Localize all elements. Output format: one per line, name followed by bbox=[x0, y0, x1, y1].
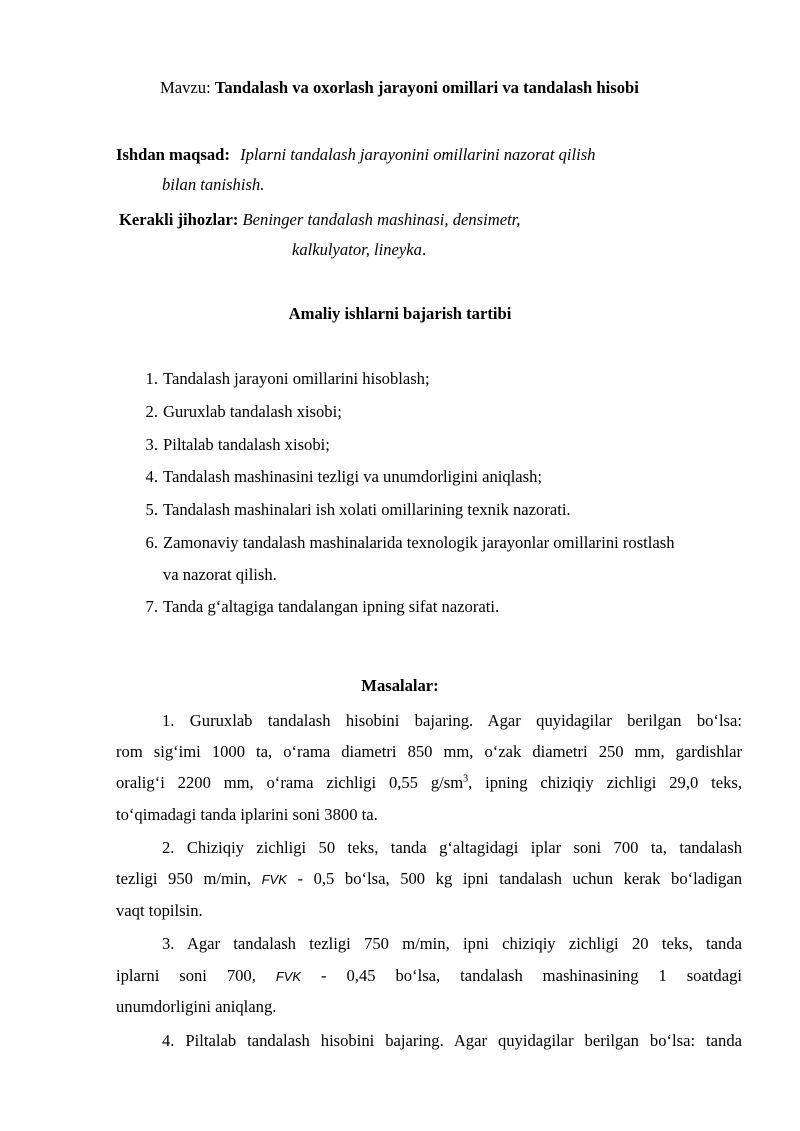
problem-1-line-3b: , ipning chiziqiy zichligi 29,0 teks, bbox=[468, 773, 743, 792]
list-item-number: 3. bbox=[145, 435, 158, 454]
equipment-text-2-end: . bbox=[421, 240, 427, 259]
problem-1-line-2: rom sig‘imi 1000 ta, o‘rama diametri 850 mm, o‘zak diametri 250 mm, gardishlar bbox=[116, 742, 742, 761]
problem-2-line-3: vaqt topilsin. bbox=[116, 901, 203, 920]
fvk-symbol: FVK bbox=[261, 872, 287, 887]
problem-3-line-3: unumdorligini aniqlang. bbox=[116, 997, 277, 1016]
problem-2-line-2b: - 0,5 bo‘lsa, 500 kg ipni tandalash uchun kerak bo‘ladigan bbox=[297, 869, 742, 888]
goal-text-1: Iplarni tandalash jarayonini omillarini nazorat qilish bbox=[240, 145, 596, 164]
list-item-continuation: va nazorat qilish. bbox=[163, 565, 277, 584]
list-item-number: 7. bbox=[145, 597, 158, 616]
topic-label: Mavzu: bbox=[160, 78, 211, 97]
list-item: Tandalash jarayoni omillarini hisoblash; bbox=[163, 369, 430, 388]
list-item: Tandalash mashinalari ish xolati omillarining texnik nazorati. bbox=[163, 500, 571, 519]
problem-3-line-2a: iplarni soni 700, bbox=[116, 966, 256, 985]
equipment-line-2 bbox=[292, 240, 426, 260]
problem-2-line-2 bbox=[116, 869, 742, 890]
list-item-number: 6. bbox=[145, 533, 158, 552]
problem-3-line-2 bbox=[116, 966, 742, 987]
problem-3-line-1: 3. Agar tandalash tezligi 750 m/min, ipni chiziqiy zichligi 20 teks, tanda bbox=[162, 934, 742, 953]
list-item-number: 2. bbox=[145, 402, 158, 421]
problems-heading: Masalalar: bbox=[361, 676, 439, 695]
list-item: Guruxlab tandalash xisobi; bbox=[163, 402, 342, 421]
list-item-number: 5. bbox=[145, 500, 158, 519]
superscript: 3 bbox=[463, 773, 469, 785]
goal-label: Ishdan maqsad: bbox=[116, 145, 230, 164]
problem-1-line-4: to‘qimadagi tanda iplarini soni 3800 ta. bbox=[116, 805, 378, 824]
equipment-label: Kerakli jihozlar: bbox=[119, 210, 239, 229]
problem-1-line-3 bbox=[116, 773, 742, 793]
equipment-text-2: kalkulyator, lineyka bbox=[292, 240, 422, 259]
list-item: Piltalab tandalash xisobi; bbox=[163, 435, 330, 454]
list-item: Tanda g‘altagiga tandalangan ipning sifat nazorati. bbox=[163, 597, 500, 616]
equipment-text-1: Beninger tandalash mashinasi, densimetr, bbox=[242, 210, 521, 229]
list-item: Tandalash mashinasini tezligi va unumdorligini aniqlash; bbox=[163, 467, 543, 486]
problem-4-line-1: 4. Piltalab tandalash hisobini bajaring. Agar quyidagilar berilgan bo‘lsa: tanda bbox=[162, 1031, 742, 1050]
problem-2-line-1: 2. Chiziqiy zichligi 50 teks, tanda g‘altagidagi iplar soni 700 ta, tandalash bbox=[162, 838, 742, 857]
goal-line-1 bbox=[116, 145, 595, 165]
equipment-line-1 bbox=[119, 210, 520, 230]
list-item-number: 1. bbox=[145, 369, 158, 388]
topic-line bbox=[160, 78, 639, 98]
page-title: Tandalash va oxorlash jarayoni omillari va tandalash hisobi bbox=[214, 78, 639, 97]
fvk-symbol: FVK bbox=[275, 969, 302, 984]
problem-2-line-2a: tezligi 950 m/min, bbox=[116, 869, 251, 888]
list-item-number: 4. bbox=[145, 467, 158, 486]
goal-text-2: bilan tanishish. bbox=[162, 175, 265, 194]
problem-1-line-3a: oralig‘i 2200 mm, o‘rama zichligi 0,55 g/sm bbox=[116, 773, 464, 792]
list-item: Zamonaviy tandalash mashinalarida texnologik jarayonlar omillarini rostlash bbox=[163, 533, 675, 552]
procedure-heading: Amaliy ishlarni bajarish tartibi bbox=[288, 304, 512, 323]
problem-1-line-1: 1. Guruxlab tandalash hisobini bajaring. Agar quyidagilar berilgan bo‘lsa: bbox=[162, 711, 742, 730]
problem-3-line-2b: - 0,45 bo‘lsa, tandalash mashinasining 1 soatdagi bbox=[321, 966, 742, 985]
